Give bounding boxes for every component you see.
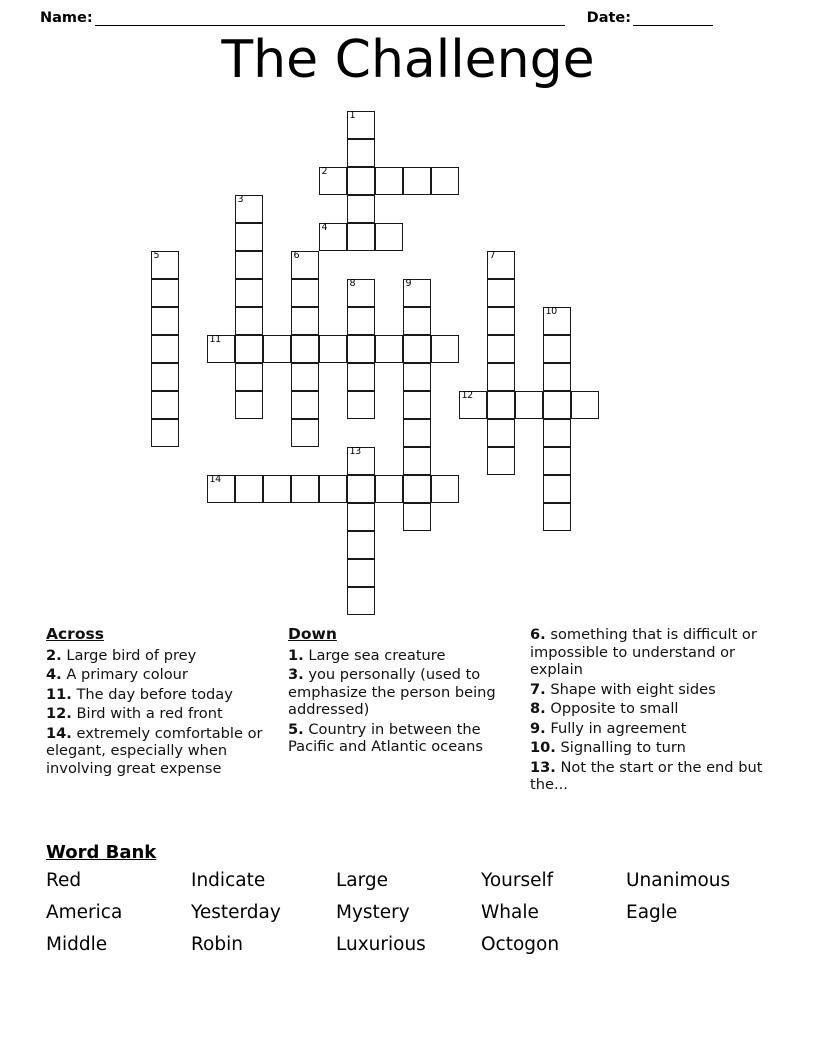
grid-cell-number: 3 bbox=[237, 194, 244, 205]
clue-text: Bird with a red front bbox=[76, 705, 223, 722]
grid-cell[interactable] bbox=[347, 363, 375, 391]
word-bank-item[interactable]: America bbox=[46, 902, 123, 923]
grid-cell[interactable] bbox=[263, 475, 291, 503]
word-bank-item[interactable]: Red bbox=[46, 870, 82, 891]
grid-cell[interactable] bbox=[347, 531, 375, 559]
grid-cell[interactable] bbox=[403, 447, 431, 475]
grid-cell[interactable] bbox=[347, 195, 375, 223]
clue-text: Large sea creature bbox=[308, 646, 446, 664]
word-bank-item[interactable]: Whale bbox=[481, 902, 539, 923]
clue-text: something that is difficult or impossible to understand or explain bbox=[530, 626, 757, 678]
grid-cell-number: 9 bbox=[405, 278, 412, 289]
word-bank-list bbox=[46, 869, 776, 957]
grid-cell[interactable] bbox=[291, 307, 319, 335]
grid-cell[interactable] bbox=[375, 223, 403, 251]
grid-cell[interactable] bbox=[543, 335, 571, 363]
grid-cell-number: 13 bbox=[349, 446, 361, 457]
grid-cell-number: 11 bbox=[209, 334, 221, 345]
grid-cell[interactable] bbox=[151, 363, 179, 391]
clue-across-2[interactable] bbox=[46, 647, 278, 665]
clue-number: 2. bbox=[46, 646, 62, 664]
grid-cell[interactable] bbox=[347, 559, 375, 587]
clue-number: 10. bbox=[530, 739, 556, 756]
grid-cell[interactable] bbox=[207, 335, 235, 363]
grid-cell[interactable] bbox=[347, 587, 375, 615]
clue-text: Not the start or the end but the... bbox=[530, 758, 763, 793]
grid-cell[interactable] bbox=[319, 335, 347, 363]
grid-cell[interactable] bbox=[487, 251, 515, 279]
grid-cell[interactable] bbox=[151, 307, 179, 335]
word-bank-item[interactable]: Yesterday bbox=[191, 902, 281, 923]
word-bank-item[interactable]: Mystery bbox=[336, 902, 410, 923]
clue-number: 12. bbox=[46, 705, 72, 722]
clue-down-7[interactable] bbox=[530, 681, 770, 699]
grid-cell[interactable] bbox=[571, 391, 599, 419]
grid-cell[interactable] bbox=[487, 363, 515, 391]
grid-cell[interactable] bbox=[487, 419, 515, 447]
grid-cell[interactable] bbox=[235, 195, 263, 223]
clue-text: extremely comfortable or elegant, especially when involving great expense bbox=[46, 724, 263, 777]
clue-number: 3. bbox=[288, 666, 304, 683]
grid-cell[interactable] bbox=[235, 391, 263, 419]
word-bank-item[interactable]: Indicate bbox=[191, 870, 266, 891]
clue-across-4[interactable] bbox=[46, 666, 278, 684]
clue-number: 14. bbox=[46, 724, 72, 742]
grid-cell[interactable] bbox=[235, 251, 263, 279]
grid-cell[interactable] bbox=[403, 167, 431, 195]
grid-cell[interactable] bbox=[431, 475, 459, 503]
grid-cell[interactable] bbox=[403, 475, 431, 503]
grid-cell[interactable] bbox=[291, 335, 319, 363]
grid-cell[interactable] bbox=[151, 335, 179, 363]
grid-cell[interactable] bbox=[291, 475, 319, 503]
grid-cell-number: 4 bbox=[321, 222, 328, 233]
word-bank-item[interactable]: Luxurious bbox=[336, 934, 426, 955]
grid-cell-number: 10 bbox=[545, 306, 557, 317]
clue-text: Opposite to small bbox=[550, 700, 679, 717]
clue-down-9[interactable] bbox=[530, 720, 770, 738]
clue-number: 6. bbox=[530, 626, 546, 643]
clue-text: Large bird of prey bbox=[66, 646, 197, 664]
word-bank-section bbox=[46, 842, 776, 957]
grid-cell[interactable] bbox=[347, 223, 375, 251]
grid-cell[interactable] bbox=[347, 391, 375, 419]
clue-number: 5. bbox=[288, 720, 304, 738]
grid-cell-number: 1 bbox=[349, 110, 356, 121]
word-bank-item[interactable]: Yourself bbox=[481, 870, 554, 891]
word-bank-item[interactable]: Eagle bbox=[626, 902, 678, 923]
grid-cell-number: 7 bbox=[489, 250, 496, 261]
word-bank-item[interactable]: Octogon bbox=[481, 934, 560, 955]
grid-cell[interactable] bbox=[487, 447, 515, 475]
grid-cell[interactable] bbox=[151, 391, 179, 419]
clue-number: 11. bbox=[46, 685, 72, 703]
down-heading: Down bbox=[288, 625, 337, 643]
grid-cell[interactable] bbox=[347, 307, 375, 335]
grid-cell[interactable] bbox=[403, 391, 431, 419]
grid-cell[interactable] bbox=[235, 279, 263, 307]
grid-cell[interactable] bbox=[291, 419, 319, 447]
grid-cell[interactable] bbox=[543, 503, 571, 531]
grid-cell[interactable] bbox=[291, 363, 319, 391]
grid-cell[interactable] bbox=[319, 475, 347, 503]
grid-cell[interactable] bbox=[347, 139, 375, 167]
grid-cell[interactable] bbox=[347, 111, 375, 139]
clue-number: 13. bbox=[530, 758, 556, 776]
grid-cell-number: 2 bbox=[321, 166, 328, 177]
grid-cell-number: 8 bbox=[349, 278, 356, 289]
grid-cell[interactable] bbox=[347, 503, 375, 531]
grid-cell[interactable] bbox=[459, 391, 487, 419]
grid-cell[interactable] bbox=[347, 279, 375, 307]
word-bank-item[interactable]: Robin bbox=[191, 934, 243, 955]
grid-cell[interactable] bbox=[347, 475, 375, 503]
grid-cell[interactable] bbox=[403, 419, 431, 447]
grid-cell[interactable] bbox=[319, 223, 347, 251]
grid-cell[interactable] bbox=[347, 335, 375, 363]
grid-cell[interactable] bbox=[543, 363, 571, 391]
grid-cell[interactable] bbox=[487, 279, 515, 307]
clue-text: Signalling to turn bbox=[560, 739, 686, 756]
grid-cell[interactable] bbox=[235, 307, 263, 335]
clue-text: Shape with eight sides bbox=[550, 680, 716, 698]
clue-number: 1. bbox=[288, 646, 304, 664]
grid-cell[interactable] bbox=[543, 391, 571, 419]
clue-down-5[interactable] bbox=[288, 721, 524, 756]
clue-number: 7. bbox=[530, 680, 546, 698]
word-bank-item[interactable]: Middle bbox=[46, 934, 108, 955]
clue-text: Fully in agreement bbox=[550, 719, 687, 737]
page-title: The Challenge bbox=[221, 30, 595, 90]
grid-cell[interactable] bbox=[235, 475, 263, 503]
grid-cell[interactable] bbox=[235, 223, 263, 251]
word-bank-heading: Word Bank bbox=[46, 842, 157, 863]
clue-down-8[interactable] bbox=[530, 700, 770, 718]
clues-column-down-continued bbox=[530, 626, 770, 796]
grid-cell[interactable] bbox=[291, 279, 319, 307]
grid-cell[interactable] bbox=[291, 391, 319, 419]
word-bank-item[interactable]: Unanimous bbox=[626, 870, 731, 891]
clue-text: you personally (used to emphasize the person being addressed) bbox=[288, 666, 496, 718]
grid-cell-number: 5 bbox=[153, 250, 160, 261]
name-label: Name: bbox=[40, 10, 93, 26]
clue-text: A primary colour bbox=[66, 666, 188, 683]
grid-cell[interactable] bbox=[403, 363, 431, 391]
grid-cell[interactable] bbox=[319, 167, 347, 195]
clue-down-10[interactable] bbox=[530, 739, 770, 757]
grid-cell[interactable] bbox=[543, 475, 571, 503]
grid-cell[interactable] bbox=[151, 251, 179, 279]
grid-cell[interactable] bbox=[543, 419, 571, 447]
grid-cell[interactable] bbox=[543, 307, 571, 335]
grid-cell[interactable] bbox=[487, 391, 515, 419]
grid-cell-number: 14 bbox=[209, 474, 221, 485]
grid-cell[interactable] bbox=[487, 307, 515, 335]
grid-cell[interactable] bbox=[263, 335, 291, 363]
date-label: Date: bbox=[586, 10, 632, 26]
grid-cell[interactable] bbox=[403, 335, 431, 363]
clue-down-6[interactable] bbox=[530, 626, 770, 679]
clue-number: 8. bbox=[530, 700, 546, 717]
grid-cell[interactable] bbox=[291, 251, 319, 279]
grid-cell[interactable] bbox=[207, 475, 235, 503]
grid-cell[interactable] bbox=[235, 335, 263, 363]
clues-column-down bbox=[288, 626, 524, 758]
grid-cell[interactable] bbox=[375, 475, 403, 503]
clue-number: 4. bbox=[46, 666, 62, 683]
clues-column-across bbox=[46, 626, 278, 779]
clue-down-1[interactable] bbox=[288, 647, 524, 665]
word-bank-item[interactable]: Large bbox=[336, 870, 389, 891]
grid-cell[interactable] bbox=[375, 167, 403, 195]
clue-down-3[interactable] bbox=[288, 666, 524, 719]
grid-cell[interactable] bbox=[403, 503, 431, 531]
clue-text: Country in between the Pacific and Atlantic oceans bbox=[288, 720, 483, 755]
clue-text: The day before today bbox=[76, 685, 233, 703]
grid-cell-number: 12 bbox=[461, 390, 473, 401]
clue-down-13[interactable] bbox=[530, 759, 770, 794]
grid-cell[interactable] bbox=[403, 279, 431, 307]
grid-cell[interactable] bbox=[151, 419, 179, 447]
grid-cell[interactable] bbox=[543, 447, 571, 475]
clue-number: 9. bbox=[530, 719, 546, 737]
grid-cell[interactable] bbox=[347, 167, 375, 195]
grid-cell[interactable] bbox=[515, 391, 543, 419]
grid-cell[interactable] bbox=[235, 363, 263, 391]
clue-across-12[interactable] bbox=[46, 705, 278, 723]
grid-cell-number: 6 bbox=[293, 250, 300, 261]
clues-section bbox=[0, 626, 816, 836]
grid-cell[interactable] bbox=[403, 307, 431, 335]
clue-across-11[interactable] bbox=[46, 686, 278, 704]
across-heading: Across bbox=[46, 625, 104, 643]
grid-cell[interactable] bbox=[151, 279, 179, 307]
grid-cell[interactable] bbox=[431, 167, 459, 195]
grid-cell[interactable] bbox=[347, 447, 375, 475]
grid-cell[interactable] bbox=[487, 335, 515, 363]
grid-cell[interactable] bbox=[375, 335, 403, 363]
grid-cell[interactable] bbox=[431, 335, 459, 363]
clue-across-14[interactable] bbox=[46, 725, 278, 778]
